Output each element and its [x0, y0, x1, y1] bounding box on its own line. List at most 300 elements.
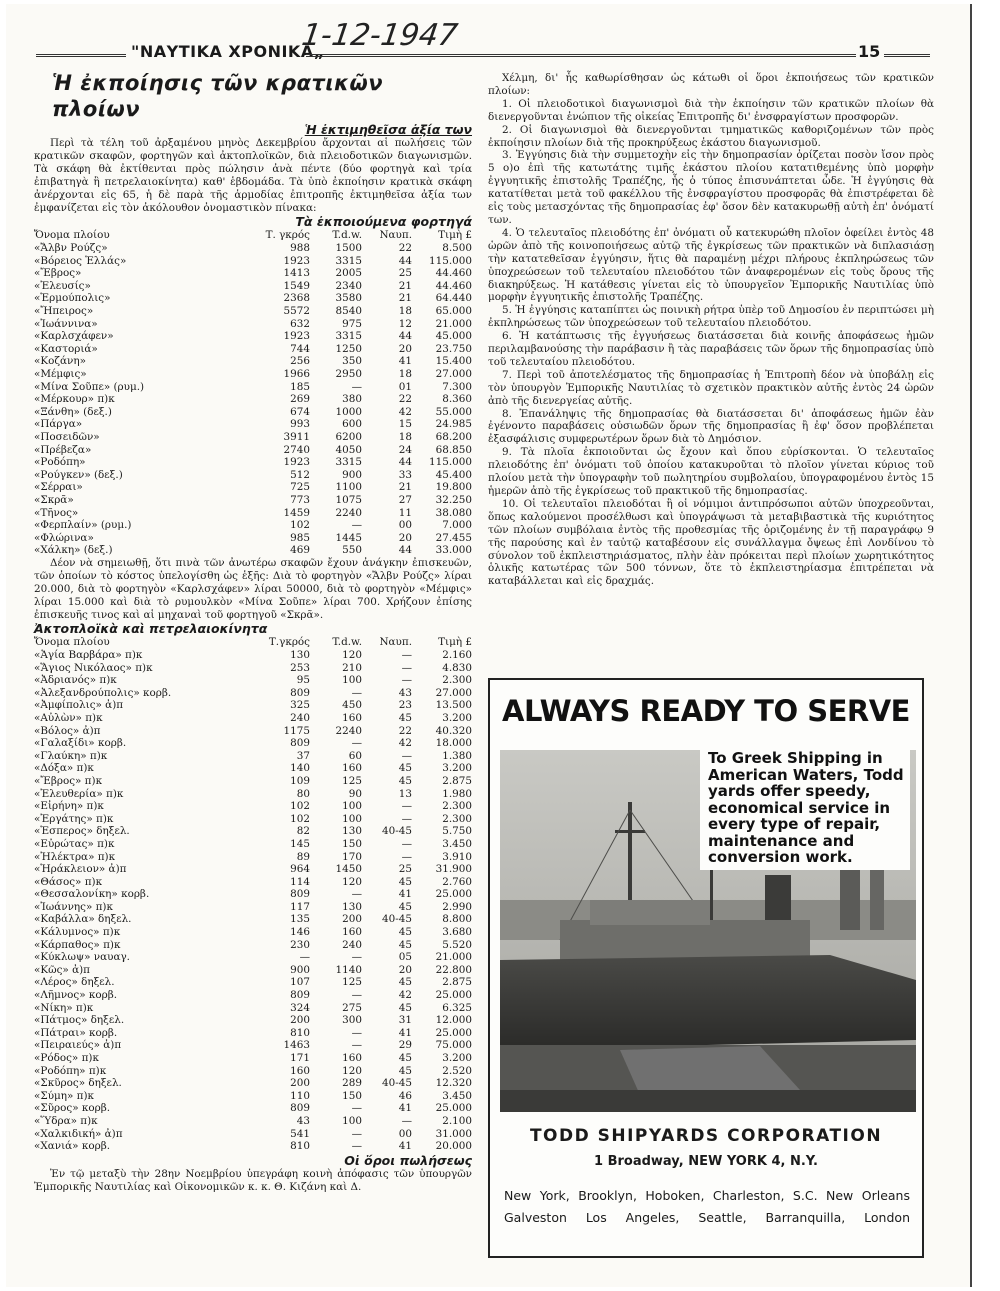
- ship-price-cell: 4.830: [442, 661, 472, 674]
- ship-name-cell: «Λέρος» δηξελ.: [34, 976, 115, 989]
- ship-price-cell: 45.400: [435, 468, 472, 481]
- table-row: [34, 989, 472, 1002]
- coastal-ships-table: [34, 636, 472, 1152]
- ship-price-cell: 115.000: [429, 456, 472, 469]
- ship-name-cell: «Σέρραι»: [34, 481, 83, 494]
- ship-grt-cell: 674: [290, 405, 310, 418]
- ship-price-cell: 3.910: [442, 850, 472, 863]
- ship-grt-cell: 810: [290, 1026, 310, 1039]
- table-header-row: [34, 636, 472, 649]
- ship-grt-cell: 325: [290, 699, 310, 712]
- ship-dwt-cell: 6200: [335, 430, 362, 443]
- table-row: [34, 863, 472, 876]
- ship-crew-cell: 20: [398, 342, 412, 355]
- ship-price-cell: 24.985: [435, 418, 472, 431]
- ship-price-cell: 12.000: [435, 1014, 472, 1027]
- table-row: [34, 1027, 472, 1040]
- ship-name-cell: «Κοζάνη»: [34, 355, 86, 368]
- ship-name-cell: «Ροδόπη» π)κ: [34, 1064, 107, 1077]
- ship-crew-cell: —: [401, 850, 412, 863]
- ship-dwt-cell: 289: [342, 1077, 362, 1090]
- table-row: [34, 444, 472, 457]
- ship-price-cell: 2.160: [442, 649, 472, 661]
- ship-crew-cell: 45: [398, 1001, 412, 1014]
- table-row: [34, 662, 472, 675]
- ship-crew-cell: 45: [398, 900, 412, 913]
- ship-crew-cell: 22: [398, 393, 412, 406]
- ship-price-cell: 31.900: [435, 863, 472, 876]
- ship-grt-cell: —: [299, 951, 310, 964]
- ship-grt-cell: 2368: [283, 292, 310, 305]
- ship-dwt-cell: 160: [342, 762, 362, 775]
- ship-name-cell: «Ξάνθη» (δεξ.): [34, 405, 112, 418]
- ship-name-cell: «Χαλκιδική» ἀ)π: [34, 1127, 123, 1140]
- ship-dwt-cell: —: [351, 380, 362, 393]
- ship-name-cell: «Ρούγκεν» (δεξ.): [34, 468, 123, 481]
- term-paragraph: 9. Τὰ πλοῖα ἐκποιοῦνται ὡς ἔχουν καὶ ὅπου εὑρίσκονται. Ὁ τελευταῖος πλειοδότης ἐπ' ὀνόματι τοῦ ὁποίου κατακυροῦται τὸ πλοῖον γίνεται κύριος τοῦ πλοίου μετὰ τὴν ὑπογραφὴν τοῦ πωλητηρίου συμβολαίου, ὑπογραφομένου ἐντὸς 15 ἡμερῶν ἀπὸ τῆς ἐγκρίσεως τοῦ πρακτικοῦ τῆς δημοπρασίας.: [488, 446, 934, 497]
- ship-grt-cell: 240: [290, 711, 310, 724]
- table-row: [34, 737, 472, 750]
- term-paragraph: 10. Οἱ τελευταῖοι πλειοδόται ἢ οἱ νόμιμοι ἀντιπρόσωποι αὐτῶν ὑποχρεοῦνται, ὅπως καλούμενοι προσέλθωσι καὶ ὑπογράψωσι τὰ μεταβιβαστικὰ τῆς κυριότητος τῶν πλοίων συμβόλαια ἐντὸς τῆς προθεσμίας τῆς ὁριζομένης ἐν τῇ παραγράφῳ 9 τῆς παρούσης καὶ ἐν ταὐτῷ καταβέσουν εἰς συνάλλαγμα ὄψεως ἐπὶ Λονδίνου τὸ σύνολον τοῦ ἐκπλειστηριάσματος, πλὴν ἐὰν πρόκειται περὶ πλοίων χωρητικότητος ὁλικῆς κατωτέρας τῶν 500 τόννων, ὅτε τὸ ἐκπλειστηρίασμα ἐπιτρέπεται νὰ καταβάλλεται καὶ εἰς δραχμάς.: [488, 497, 934, 588]
- ship-crew-cell: 33: [398, 468, 412, 481]
- ship-dwt-cell: 450: [342, 699, 362, 712]
- ship-crew-cell: 44: [398, 544, 412, 557]
- article-intro: Περὶ τὰ τέλη τοῦ ἀρξαμένου μηνὸς Δεκεμβρίου ἄρχονται αἱ πωλήσεις τῶν κρατικῶν σκαφῶν, φορτηγῶν καὶ ἀκτοπλοϊκῶν, διὰ πλειοδοτικῶν διαγωνισμῶν. Τὰ σκάφη θὰ ἐκτίθενται πρὸς πώλησιν ἀνὰ πέντε (δύο φορτηγὰ καὶ τρία ἐπιβατηγὰ ἢ πετρελαιοκίνητα) καθ' ἑβδομάδα. Τὰ ὑπὸ ἐκποίησιν κρατικὰ σκάφη ἀνέρχονται εἰς 65, ἡ δὲ παρὰ τῆς ἁρμοδίας ἐπιτροπῆς ἐκτιμηθεῖσα ἀξία των ἐμφανίζεται εἰς τὸν ἀκόλουθον ὀνομαστικὸν πίνακα:: [34, 137, 472, 214]
- ship-price-cell: 45.000: [435, 330, 472, 343]
- column-header-dwt: T.d.w.: [332, 636, 362, 649]
- ad-cities-line-1: New York, Brooklyn, Hoboken, Charleston, S.C. New Orleans: [504, 1188, 910, 1203]
- table-row: [34, 1039, 472, 1052]
- ship-name-cell: «Βόλος» ἀ)π: [34, 724, 101, 737]
- newspaper-page: [6, 4, 972, 1287]
- ship-crew-cell: 46: [398, 1089, 412, 1102]
- ship-grt-cell: 809: [290, 989, 310, 1002]
- ship-crew-cell: 00: [398, 519, 412, 532]
- table-row: [34, 750, 472, 763]
- ship-name-cell: «Κάλυμνος» π)κ: [34, 926, 121, 939]
- ship-price-cell: 3.450: [442, 1089, 472, 1102]
- ship-price-cell: 19.800: [435, 481, 472, 494]
- ship-crew-cell: 22: [398, 242, 412, 255]
- ship-grt-cell: 117: [290, 900, 310, 913]
- terms-list: [488, 98, 934, 588]
- table-row: [34, 888, 472, 901]
- ship-dwt-cell: 350: [342, 355, 362, 368]
- ship-grt-cell: 809: [290, 1102, 310, 1115]
- ship-grt-cell: 43: [296, 1114, 310, 1127]
- ship-crew-cell: 11: [398, 506, 412, 519]
- column-header-crew: Ναυπ.: [379, 636, 412, 649]
- ship-price-cell: 21.000: [435, 317, 472, 330]
- term-paragraph: 1. Οἱ πλειοδοτικοὶ διαγωνισμοὶ διὰ τὴν ἐκποίησιν τῶν κρατικῶν πλοίων θὰ διενεργοῦνται ἐνώπιον τῆς οἰκείας Ἐπιτροπῆς δι' ἐνσφραγίστων προσφορῶν.: [488, 97, 934, 123]
- ship-price-cell: 2.520: [442, 1064, 472, 1077]
- ad-headline: ALWAYS READY TO SERVE: [502, 694, 910, 728]
- ship-name-cell: «Ἔβρος»: [34, 267, 82, 280]
- ship-price-cell: 31.000: [435, 1127, 472, 1140]
- ship-price-cell: 27.455: [435, 531, 472, 544]
- ship-crew-cell: 05: [398, 951, 412, 964]
- ship-crew-cell: 44: [398, 330, 412, 343]
- ship-name-cell: «Σκρᾶ»: [34, 493, 74, 506]
- ship-dwt-cell: 100: [342, 1114, 362, 1127]
- ship-crew-cell: 27: [398, 493, 412, 506]
- ship-crew-cell: 45: [398, 762, 412, 775]
- ad-company-name: TODD SHIPYARDS CORPORATION: [529, 1126, 883, 1146]
- table-row: [34, 687, 472, 700]
- table-row: [34, 381, 472, 394]
- ship-grt-cell: 140: [290, 762, 310, 775]
- ship-crew-cell: 42: [398, 405, 412, 418]
- ship-dwt-cell: 900: [342, 468, 362, 481]
- ship-price-cell: 3.450: [442, 837, 472, 850]
- article-subhead: Ἡ ἐκτιμηθεῖσα ἀξία των: [304, 122, 472, 137]
- ship-price-cell: 65.000: [435, 305, 472, 317]
- ship-crew-cell: 41: [398, 355, 412, 368]
- todd-shipyards-advertisement: [488, 678, 924, 1258]
- ship-grt-cell: 1966: [283, 367, 310, 380]
- ship-price-cell: 1.380: [442, 749, 472, 762]
- ship-crew-cell: 01: [398, 380, 412, 393]
- ship-price-cell: 8.800: [442, 913, 472, 926]
- handwritten-date: 1-12-1947: [299, 18, 460, 53]
- table-row: [34, 939, 472, 952]
- ship-name-cell: «Καβάλλα» δηξελ.: [34, 913, 132, 926]
- ship-grt-cell: 988: [290, 242, 310, 255]
- table-row: [34, 951, 472, 964]
- ship-crew-cell: 24: [398, 443, 412, 456]
- ship-grt-cell: 1413: [283, 267, 310, 280]
- ship-dwt-cell: 380: [342, 393, 362, 406]
- ship-crew-cell: 25: [398, 267, 412, 280]
- ship-name-cell: «Καρλσχάφεν»: [34, 330, 114, 343]
- ship-grt-cell: 809: [290, 737, 310, 750]
- ship-price-cell: 23.750: [435, 342, 472, 355]
- ship-crew-cell: 41: [398, 1140, 412, 1153]
- ship-name-cell: «Μέρκουρ» π)κ: [34, 393, 115, 406]
- terms-heading: Οἱ ὅροι πωλήσεως: [344, 1152, 472, 1168]
- ship-crew-cell: 20: [398, 531, 412, 544]
- ship-crew-cell: 40-45: [382, 913, 412, 926]
- ship-crew-cell: 18: [398, 305, 412, 317]
- ship-name-cell: «Θεσσαλονίκη» κορβ.: [34, 888, 150, 901]
- ship-dwt-cell: —: [351, 737, 362, 750]
- ship-price-cell: 32.250: [435, 493, 472, 506]
- ship-price-cell: 27.000: [435, 686, 472, 699]
- ship-dwt-cell: 4050: [335, 443, 362, 456]
- ship-dwt-cell: 150: [342, 837, 362, 850]
- ship-grt-cell: 1549: [283, 279, 310, 292]
- ship-grt-cell: 110: [290, 1089, 310, 1102]
- table-row: [34, 813, 472, 826]
- ship-grt-cell: 810: [290, 1140, 310, 1153]
- table-row: [34, 507, 472, 520]
- ship-price-cell: 25.000: [435, 888, 472, 901]
- ship-price-cell: 20.000: [435, 1140, 472, 1153]
- table-row: [34, 800, 472, 813]
- ad-tagline: To Greek Shipping in American Waters, Todd yards offer speedy, economical service in every type of repair, maintenance and conversion work.: [700, 748, 910, 870]
- ship-dwt-cell: 1250: [335, 342, 362, 355]
- ship-price-cell: 8.360: [442, 393, 472, 406]
- ship-grt-cell: 135: [290, 913, 310, 926]
- term-paragraph: 6. Ἡ κατάπτωσις τῆς ἐγγυήσεως διατάσσεται διὰ κοινῆς ἀποφάσεως ἡμῶν περιλαμβανούσης τὴν παράβασιν ἢ τὰς παραβάσεις τῶν ὅρων τῆς δημοπρασίας ὑπὸ τοῦ τελευταίου πλειοδότου.: [488, 330, 934, 368]
- ship-dwt-cell: 160: [342, 711, 362, 724]
- ship-dwt-cell: 120: [342, 649, 362, 661]
- publication-title: "ΝΑΥΤΙΚΑ ΧΡΟΝΙΚΑ„: [131, 42, 325, 61]
- ship-dwt-cell: 300: [342, 1014, 362, 1027]
- ship-crew-cell: 41: [398, 888, 412, 901]
- ship-grt-cell: 102: [290, 519, 310, 532]
- ship-price-cell: 55.000: [435, 405, 472, 418]
- table-row: [34, 851, 472, 864]
- ship-crew-cell: 45: [398, 926, 412, 939]
- ship-grt-cell: 809: [290, 686, 310, 699]
- ship-grt-cell: 964: [290, 863, 310, 876]
- table-row: [34, 481, 472, 494]
- ship-crew-cell: —: [401, 1114, 412, 1127]
- ship-name-cell: «Πάτμος» δηξελ.: [34, 1014, 125, 1027]
- ship-dwt-cell: 200: [342, 913, 362, 926]
- ship-name-cell: «Τῆνος»: [34, 506, 79, 519]
- ship-dwt-cell: 60: [348, 749, 362, 762]
- table-row: [34, 330, 472, 343]
- ship-dwt-cell: —: [351, 519, 362, 532]
- ship-dwt-cell: —: [351, 951, 362, 964]
- ship-crew-cell: 41: [398, 1026, 412, 1039]
- ship-crew-cell: 18: [398, 367, 412, 380]
- ship-name-cell: «Ποσειδῶν»: [34, 430, 100, 443]
- table-row: [34, 1128, 472, 1141]
- ship-dwt-cell: 120: [342, 1064, 362, 1077]
- ship-dwt-cell: 2950: [335, 367, 362, 380]
- column-header-grt: Τ.γκρός: [268, 636, 310, 649]
- ship-dwt-cell: 3315: [335, 330, 362, 343]
- ship-price-cell: 2.300: [442, 812, 472, 825]
- table-row: [34, 913, 472, 926]
- ship-dwt-cell: 600: [342, 418, 362, 431]
- ship-dwt-cell: 120: [342, 875, 362, 888]
- ship-dwt-cell: 2340: [335, 279, 362, 292]
- ship-dwt-cell: 1140: [335, 963, 362, 976]
- ship-name-cell: «Πάργα»: [34, 418, 83, 431]
- ship-name-cell: «Σῦρος» κορβ.: [34, 1102, 111, 1115]
- ship-grt-cell: 1923: [283, 330, 310, 343]
- ship-price-cell: 12.320: [435, 1077, 472, 1090]
- ship-name-cell: «Ἠλέκτρα» π)κ: [34, 850, 116, 863]
- ship-crew-cell: 44: [398, 254, 412, 267]
- table-row: [34, 544, 472, 557]
- ship-dwt-cell: 125: [342, 976, 362, 989]
- ship-price-cell: 3.200: [442, 1052, 472, 1064]
- header-rule: [306, 54, 856, 57]
- ship-price-cell: 44.460: [435, 267, 472, 280]
- ship-crew-cell: 45: [398, 1052, 412, 1064]
- table-row: [34, 292, 472, 305]
- ship-name-cell: «Δόξα» π)κ: [34, 762, 94, 775]
- page-number: 15: [858, 42, 881, 61]
- ship-price-cell: 3.200: [442, 762, 472, 775]
- ship-crew-cell: 42: [398, 737, 412, 750]
- ship-grt-cell: 146: [290, 926, 310, 939]
- table-row: [34, 368, 472, 381]
- ship-grt-cell: 3911: [283, 430, 310, 443]
- ship-grt-cell: 171: [290, 1052, 310, 1064]
- ship-name-cell: «Εὐρώτας» π)κ: [34, 837, 115, 850]
- table-row: [34, 1065, 472, 1078]
- term-paragraph: 4. Ὁ τελευταῖος πλειοδότης ἐπ' ὀνόματι οὗ κατεκυρώθη πλοῖον ὀφείλει ἐντὸς 48 ὡρῶν ἀπὸ τῆς κοινοποιήσεως αὐτῷ τῆς ἐγκρίσεως τῶν πρακτικῶν νὰ διπλασιάσῃ τὴν κατατεθεῖσαν ἐγγύησιν, ἥτις θὰ παραμένῃ μέχρι πλήρους ἐκπληρώσεως τῶν ὑποχρεώσεων τοῦ τελευταίου πλειοδότου τῶν ἀναφερομένων εἰς τοὺς ὅρους τῆς διακηρύξεως. Ἡ κατάθεσις γίνεται εἰς τὸ ὑπουργεῖον Ἐμπορικῆς Ναυτιλίας ὑπὸ μορφὴν ἐγγυητικῆς ἐπιστολῆς Τραπέζης.: [488, 226, 934, 304]
- ship-price-cell: 2.990: [442, 900, 472, 913]
- ship-crew-cell: —: [401, 661, 412, 674]
- ship-dwt-cell: 100: [342, 674, 362, 687]
- ship-dwt-cell: 1100: [335, 481, 362, 494]
- ship-name-cell: «Ἀμφίπολις» ἀ)π: [34, 699, 124, 712]
- ship-name-cell: «Ἁγία Βαρβάρα» π)κ: [34, 649, 143, 661]
- table-row: [34, 456, 472, 469]
- ship-dwt-cell: 1450: [335, 863, 362, 876]
- cargo-repair-note: Δέον νὰ σημειωθῇ, ὅτι πινὰ τῶν ἀνωτέρω σκαφῶν ἔχουν ἀνάγκην ἐπισκευῶν, τῶν ὁποίων τὸ κόστος ὑπελογίσθη ὡς ἑξῆς: Διὰ τὸ φορτηγὸν «Ἄλβν Ρούζς» λίραι 20.000, διὰ τὸ φορτηγὸν «Καρλσχάφεν» λίραι 50000, διὰ τὸ φορτηγὸν «Μέμφις» λίραι 15.000 καὶ διὰ τὸ ρυμουλκὸν «Μίνα Σοῦπε» λίραι 700. Χρήζουν ἐπίσης ἐπισκευῆς τινος καὶ αἱ μηχαναὶ τοῦ φορτηγοῦ «Σκρᾶ».: [34, 556, 472, 621]
- ship-name-cell: «Πειραιεύς» ἀ)π: [34, 1039, 122, 1052]
- ship-name-cell: «Ἰωάννης» π)κ: [34, 900, 113, 913]
- ship-grt-cell: 160: [290, 1064, 310, 1077]
- ship-crew-cell: 15: [398, 418, 412, 431]
- ship-grt-cell: 324: [290, 1001, 310, 1014]
- ship-dwt-cell: 1500: [335, 242, 362, 255]
- right-column: [488, 72, 934, 588]
- ship-dwt-cell: 975: [342, 317, 362, 330]
- ship-dwt-cell: 150: [342, 1089, 362, 1102]
- ship-dwt-cell: 8540: [335, 305, 362, 317]
- table-row: [34, 418, 472, 431]
- table-header-row: [34, 229, 472, 242]
- ship-dwt-cell: 100: [342, 800, 362, 813]
- ship-price-cell: 8.500: [442, 242, 472, 255]
- ship-crew-cell: 13: [398, 787, 412, 800]
- ship-name-cell: «Μίνα Σοῦπε» (ρυμ.): [34, 380, 145, 393]
- ship-price-cell: 7.000: [442, 519, 472, 532]
- ship-dwt-cell: 160: [342, 926, 362, 939]
- ship-name-cell: «Καστοριά»: [34, 342, 98, 355]
- ship-price-cell: 27.000: [435, 367, 472, 380]
- table-row: [34, 838, 472, 851]
- ship-price-cell: 22.800: [435, 963, 472, 976]
- ship-dwt-cell: 130: [342, 825, 362, 838]
- ship-price-cell: 25.000: [435, 1102, 472, 1115]
- ship-grt-cell: 2740: [283, 443, 310, 456]
- column-header-dwt: T.d.w.: [332, 229, 362, 242]
- table-row: [34, 1115, 472, 1128]
- table-row: [34, 1077, 472, 1090]
- ship-crew-cell: 40-45: [382, 1077, 412, 1090]
- ship-price-cell: 25.000: [435, 989, 472, 1002]
- ship-name-cell: «Λῆμνος» κορβ.: [34, 989, 118, 1002]
- ship-name-cell: «Βόρειος Ἑλλάς»: [34, 254, 127, 267]
- ship-grt-cell: 744: [290, 342, 310, 355]
- terms-continuation: Χέλμη, δι' ἧς καθωρίσθησαν ὡς κάτωθι οἱ ὅροι ἐκποιήσεως τῶν κρατικῶν πλοίων:: [488, 72, 934, 97]
- ship-grt-cell: 1923: [283, 254, 310, 267]
- ship-grt-cell: 985: [290, 531, 310, 544]
- ship-name-cell: «Κύκλωψ» ναυαγ.: [34, 951, 130, 964]
- ship-crew-cell: 00: [398, 1127, 412, 1140]
- ship-price-cell: 115.000: [429, 254, 472, 267]
- ship-grt-cell: 107: [290, 976, 310, 989]
- ship-name-cell: «Ἤπειρος»: [34, 305, 94, 317]
- ship-name-cell: «Πρέβεζα»: [34, 443, 92, 456]
- ship-name-cell: «Ἐλευσίς»: [34, 279, 91, 292]
- ship-price-cell: 5.520: [442, 938, 472, 951]
- ship-price-cell: 2.300: [442, 674, 472, 687]
- ship-dwt-cell: 275: [342, 1001, 362, 1014]
- ship-dwt-cell: 100: [342, 812, 362, 825]
- ship-grt-cell: 900: [290, 963, 310, 976]
- ship-dwt-cell: 3315: [335, 456, 362, 469]
- ship-dwt-cell: —: [351, 1127, 362, 1140]
- ship-price-cell: 13.500: [435, 699, 472, 712]
- ship-crew-cell: 31: [398, 1014, 412, 1027]
- ship-price-cell: 2.875: [442, 976, 472, 989]
- ship-dwt-cell: 1075: [335, 493, 362, 506]
- ship-dwt-cell: 2240: [335, 506, 362, 519]
- column-header-price: Τιμὴ £: [438, 636, 472, 649]
- ship-price-cell: 68.850: [435, 443, 472, 456]
- table-row: [34, 355, 472, 368]
- article-headline: Ἡ ἐκποίησις τῶν κρατικῶν πλοίων: [52, 71, 384, 121]
- ship-grt-cell: 37: [296, 749, 310, 762]
- ship-price-cell: 2.760: [442, 875, 472, 888]
- column-header-crew: Ναυπ.: [379, 229, 412, 242]
- table-row: [34, 494, 472, 507]
- ship-grt-cell: 114: [290, 875, 310, 888]
- ship-price-cell: 21.000: [435, 951, 472, 964]
- coastal-heading: Ἀκτοπλοϊκὰ καὶ πετρελαιοκίνητα: [34, 621, 268, 637]
- table-row: [34, 1102, 472, 1115]
- ship-crew-cell: 20: [398, 963, 412, 976]
- table-row: [34, 1014, 472, 1027]
- ship-grt-cell: 1463: [283, 1039, 310, 1052]
- ship-dwt-cell: 3580: [335, 292, 362, 305]
- ship-dwt-cell: 2005: [335, 267, 362, 280]
- ship-dwt-cell: —: [351, 1140, 362, 1153]
- ship-dwt-cell: 240: [342, 938, 362, 951]
- ship-grt-cell: 773: [290, 493, 310, 506]
- ship-grt-cell: 95: [296, 674, 310, 687]
- table-row: [34, 699, 472, 712]
- ship-dwt-cell: —: [351, 888, 362, 901]
- ship-name-cell: «Γλαύκη» π)κ: [34, 749, 108, 762]
- ship-name-cell: «Ἑσπερος» δηξελ.: [34, 825, 130, 838]
- ship-name-cell: «Ἔβρος» π)κ: [34, 774, 103, 787]
- ship-name-cell: «Χανιά» κορβ.: [34, 1140, 111, 1153]
- ship-grt-cell: 1175: [283, 724, 310, 737]
- ship-grt-cell: 230: [290, 938, 310, 951]
- column-header-name: Ὄνομα πλοίου: [34, 229, 110, 242]
- column-header-grt: Τ. γκρός: [265, 229, 310, 242]
- ship-grt-cell: 80: [296, 787, 310, 800]
- ship-crew-cell: 45: [398, 774, 412, 787]
- ship-grt-cell: 541: [290, 1127, 310, 1140]
- ship-grt-cell: 102: [290, 800, 310, 813]
- ship-price-cell: 68.200: [435, 430, 472, 443]
- term-paragraph: 5. Ἡ ἐγγύησις καταπίπτει ὡς ποινικὴ ρήτρα ὑπὲρ τοῦ Δημοσίου ἐν περιπτώσει μὴ ἐκπληρώσεως τῶν ὑποχρεώσεων τοῦ τελευταίου πλειοδότου.: [488, 304, 934, 330]
- ship-price-cell: 3.680: [442, 926, 472, 939]
- ship-name-cell: «Χάλκη» (δεξ.): [34, 544, 113, 557]
- ship-name-cell: «Θάσος» π)κ: [34, 875, 103, 888]
- ship-price-cell: 5.750: [442, 825, 472, 838]
- ship-dwt-cell: —: [351, 1102, 362, 1115]
- ship-grt-cell: 632: [290, 317, 310, 330]
- ship-crew-cell: 23: [398, 699, 412, 712]
- ship-crew-cell: 12: [398, 317, 412, 330]
- ship-crew-cell: —: [401, 649, 412, 661]
- term-paragraph: 2. Οἱ διαγωνισμοὶ θὰ διενεργοῦνται τμηματικῶς καθοριζομένων τῶν πρὸς ἐκποίησιν πλοίων διὰ τῆς προκηρύξεως ἑκάστου διαγωνισμοῦ.: [488, 123, 934, 149]
